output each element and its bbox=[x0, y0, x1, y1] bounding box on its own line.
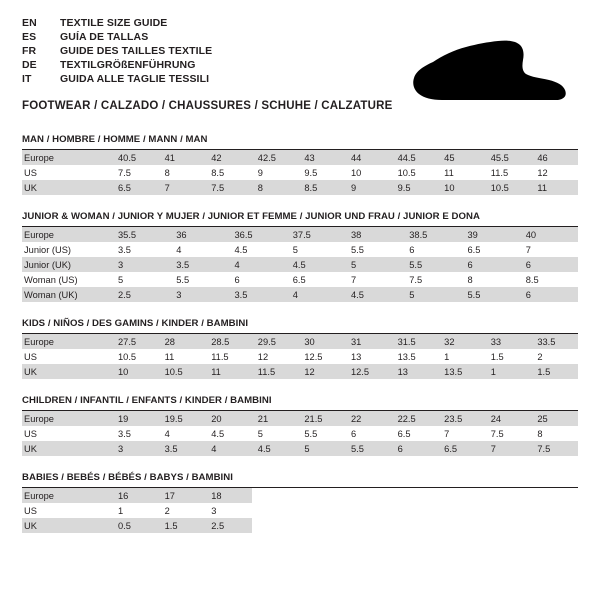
table-row bbox=[22, 180, 578, 195]
section-man bbox=[22, 134, 578, 195]
cell: 19 bbox=[112, 411, 159, 426]
cell: 17 bbox=[159, 488, 206, 503]
cell: 7.5 bbox=[531, 441, 578, 456]
cell: 3.5 bbox=[229, 287, 287, 302]
cell-empty bbox=[298, 488, 345, 503]
table-row bbox=[22, 272, 578, 287]
row-label: Europe bbox=[22, 411, 112, 426]
table-row bbox=[22, 287, 578, 302]
language-row bbox=[22, 60, 212, 74]
cell: 2.5 bbox=[205, 518, 252, 533]
cell: 12.5 bbox=[345, 364, 392, 379]
cell: 1 bbox=[118, 505, 124, 516]
cell: 1 bbox=[444, 351, 450, 362]
cell: 3 bbox=[211, 505, 217, 516]
row-label: Europe bbox=[22, 488, 112, 503]
cell-empty bbox=[485, 488, 532, 503]
cell: 10 bbox=[112, 364, 159, 379]
cell: 2.5 bbox=[112, 287, 170, 302]
cell: 8.5 bbox=[211, 167, 225, 178]
cell: 8 bbox=[537, 428, 543, 439]
cell: 6.5 bbox=[438, 441, 485, 456]
table-row bbox=[22, 334, 578, 349]
cell: 1 bbox=[485, 364, 532, 379]
cell: 20 bbox=[205, 411, 252, 426]
section-title: CHILDREN / INFANTIL / ENFANTS / KINDER / BAMBINI bbox=[22, 395, 272, 406]
cell: 11.5 bbox=[490, 167, 509, 178]
cell: 38 bbox=[345, 227, 403, 242]
cell: 4 bbox=[176, 244, 182, 255]
language-title: TEXTILGRÖßENFÜHRUNG bbox=[60, 59, 196, 72]
cell: 13 bbox=[392, 364, 439, 379]
row-label: US bbox=[24, 505, 37, 516]
section-junior-woman bbox=[22, 211, 578, 302]
cell: 10.5 bbox=[159, 364, 206, 379]
cell: 43 bbox=[298, 150, 345, 165]
language-code: DE bbox=[22, 59, 37, 72]
cell: 7 bbox=[525, 244, 531, 255]
size-table-babies bbox=[22, 488, 578, 533]
cell-empty bbox=[438, 503, 485, 518]
cell: 9 bbox=[345, 180, 392, 195]
cell-empty bbox=[345, 503, 392, 518]
cell: 28 bbox=[159, 334, 206, 349]
cell: 7 bbox=[485, 441, 532, 456]
cell: 33.5 bbox=[531, 334, 578, 349]
section-title: MAN / HOMBRE / HOMME / MANN / MAN bbox=[22, 134, 208, 145]
cell: 3.5 bbox=[159, 441, 206, 456]
cell-empty bbox=[252, 503, 299, 518]
cell: 29.5 bbox=[252, 334, 299, 349]
cell-empty bbox=[438, 518, 485, 533]
cell: 11 bbox=[164, 351, 175, 362]
language-title: TEXTILE SIZE GUIDE bbox=[60, 17, 168, 29]
table-row bbox=[22, 426, 578, 441]
cell: 16 bbox=[112, 488, 159, 503]
cell: 12.5 bbox=[304, 351, 323, 362]
cell: 5 bbox=[292, 244, 298, 255]
cell: 21 bbox=[252, 411, 299, 426]
cell: 22 bbox=[345, 411, 392, 426]
cell: 6 bbox=[392, 441, 439, 456]
cell: 42.5 bbox=[252, 150, 299, 165]
cell: 10 bbox=[350, 167, 362, 178]
cell: 4 bbox=[164, 428, 170, 439]
cell: 28.5 bbox=[205, 334, 252, 349]
size-table-kids bbox=[22, 334, 578, 379]
cell: 7 bbox=[159, 180, 206, 195]
cell: 9.5 bbox=[304, 167, 318, 178]
cell-empty bbox=[531, 518, 578, 533]
cell: 30 bbox=[298, 334, 345, 349]
dress-shoe-icon bbox=[370, 36, 570, 108]
cell: 4.5 bbox=[234, 244, 248, 255]
cell: 6.5 bbox=[467, 244, 481, 255]
table-row bbox=[22, 257, 578, 272]
cell: 4.5 bbox=[287, 257, 345, 272]
row-label: Europe bbox=[22, 150, 112, 165]
row-label: Junior (US) bbox=[24, 244, 72, 255]
cell: 25 bbox=[531, 411, 578, 426]
cell: 3 bbox=[170, 287, 228, 302]
language-row bbox=[22, 74, 212, 88]
cell: 7.5 bbox=[205, 180, 252, 195]
cell: 8 bbox=[252, 180, 299, 195]
cell: 8.5 bbox=[525, 274, 539, 285]
cell: 11.5 bbox=[252, 364, 299, 379]
table-row bbox=[22, 411, 578, 426]
cell: 6.5 bbox=[112, 180, 159, 195]
row-label: UK bbox=[22, 180, 112, 195]
row-label: Europe bbox=[22, 334, 112, 349]
cell: 5.5 bbox=[351, 244, 364, 255]
language-row bbox=[22, 18, 212, 32]
cell: 40.5 bbox=[112, 150, 159, 165]
language-code: IT bbox=[22, 73, 32, 86]
cell: 9.5 bbox=[392, 180, 439, 195]
row-label: Woman (US) bbox=[24, 274, 78, 285]
cell: 5 bbox=[403, 287, 461, 302]
cell: 41 bbox=[159, 150, 206, 165]
cell: 5 bbox=[257, 428, 263, 439]
cell: 4.5 bbox=[345, 287, 403, 302]
cell: 6 bbox=[520, 257, 578, 272]
language-title: GUIDE DES TAILLES TEXTILE bbox=[60, 45, 213, 58]
cell: 11 bbox=[444, 167, 454, 178]
cell-empty bbox=[392, 503, 439, 518]
cell: 7 bbox=[444, 428, 450, 439]
cell-empty bbox=[252, 488, 299, 503]
size-table-children bbox=[22, 411, 578, 456]
cell: 38.5 bbox=[403, 227, 461, 242]
cell: 6.5 bbox=[397, 428, 411, 439]
size-table-man bbox=[22, 150, 578, 195]
cell: 5.5 bbox=[304, 428, 318, 439]
cell: 7.5 bbox=[490, 428, 504, 439]
cell: 44.5 bbox=[392, 150, 439, 165]
cell: 4.5 bbox=[211, 428, 225, 439]
cell: 6 bbox=[350, 428, 357, 439]
cell: 5.5 bbox=[462, 287, 520, 302]
cell-empty bbox=[345, 488, 392, 503]
cell: 5.5 bbox=[176, 274, 190, 285]
cell: 6 bbox=[520, 287, 578, 302]
row-label: US bbox=[24, 428, 37, 439]
cell: 13.5 bbox=[438, 364, 485, 379]
cell: 45.5 bbox=[485, 150, 532, 165]
cell-empty bbox=[392, 518, 439, 533]
cell: 12 bbox=[537, 167, 548, 178]
cell-empty bbox=[485, 503, 532, 518]
cell: 10.5 bbox=[118, 351, 137, 362]
table-row bbox=[22, 364, 578, 379]
cell: 7.5 bbox=[409, 274, 423, 285]
cell: 5.5 bbox=[403, 257, 461, 272]
cell-empty bbox=[438, 488, 485, 503]
table-row bbox=[22, 349, 578, 364]
cell: 36 bbox=[170, 227, 228, 242]
cell: 6 bbox=[462, 257, 520, 272]
cell: 1.5 bbox=[159, 518, 206, 533]
table-row bbox=[22, 503, 578, 518]
cell: 39 bbox=[462, 227, 520, 242]
cell-empty bbox=[485, 518, 532, 533]
cell-empty bbox=[252, 518, 299, 533]
cell: 13.5 bbox=[397, 351, 416, 362]
row-label: US bbox=[24, 351, 37, 362]
cell: 6 bbox=[409, 244, 415, 255]
cell: 3.5 bbox=[118, 428, 131, 439]
cell-empty bbox=[531, 488, 578, 503]
section-babies bbox=[22, 472, 578, 533]
cell: 5 bbox=[118, 274, 124, 285]
cell: 40 bbox=[520, 227, 578, 242]
cell: 3 bbox=[112, 441, 159, 456]
cell: 36.5 bbox=[229, 227, 287, 242]
table-row bbox=[22, 165, 578, 180]
cell: 37.5 bbox=[287, 227, 345, 242]
cell: 42 bbox=[205, 150, 252, 165]
row-label: UK bbox=[22, 364, 112, 379]
cell-empty bbox=[392, 488, 439, 503]
section-title: JUNIOR & WOMAN / JUNIOR Y MUJER / JUNIOR ET FEMME / JUNIOR UND FRAU / JUNIOR E DONA bbox=[22, 211, 480, 222]
cell-empty bbox=[531, 503, 578, 518]
cell: 4 bbox=[205, 441, 252, 456]
row-label: Junior (UK) bbox=[22, 257, 112, 272]
cell: 27.5 bbox=[112, 334, 159, 349]
row-label: Woman (UK) bbox=[22, 287, 112, 302]
cell: 31 bbox=[345, 334, 392, 349]
cell: 35.5 bbox=[112, 227, 170, 242]
cell: 10.5 bbox=[485, 180, 532, 195]
row-label: Europe bbox=[22, 227, 112, 242]
language-row bbox=[22, 32, 212, 46]
cell: 12 bbox=[298, 364, 345, 379]
language-list bbox=[22, 18, 212, 88]
cell: 8.5 bbox=[298, 180, 345, 195]
cell: 22.5 bbox=[392, 411, 439, 426]
language-code: FR bbox=[22, 45, 37, 58]
row-label: US bbox=[24, 167, 37, 178]
cell: 11 bbox=[531, 180, 578, 195]
cell: 8 bbox=[164, 167, 170, 178]
cell: 5 bbox=[298, 441, 345, 456]
cell: 6.5 bbox=[292, 274, 306, 285]
row-label: UK bbox=[22, 441, 112, 456]
cell: 19.5 bbox=[159, 411, 206, 426]
table-row bbox=[22, 150, 578, 165]
cell-empty bbox=[298, 503, 345, 518]
cell: 21.5 bbox=[298, 411, 345, 426]
cell: 2 bbox=[537, 351, 543, 362]
cell: 0.5 bbox=[112, 518, 159, 533]
language-code: EN bbox=[22, 17, 37, 29]
cell: 4.5 bbox=[252, 441, 299, 456]
table-row bbox=[22, 441, 578, 456]
table-row bbox=[22, 518, 578, 533]
cell: 9 bbox=[257, 167, 263, 178]
cell-empty bbox=[298, 518, 345, 533]
cell: 13 bbox=[350, 351, 362, 362]
cell: 1.5 bbox=[490, 351, 504, 362]
cell: 33 bbox=[485, 334, 532, 349]
language-code: ES bbox=[22, 31, 37, 44]
row-label: UK bbox=[22, 518, 112, 533]
cell: 4 bbox=[287, 287, 345, 302]
cell: 3.5 bbox=[118, 244, 131, 255]
cell: 7 bbox=[351, 274, 357, 285]
section-title: KIDS / NIÑOS / DES GAMINS / KINDER / BAMBINI bbox=[22, 318, 249, 329]
cell: 32 bbox=[438, 334, 485, 349]
cell: 8 bbox=[467, 274, 473, 285]
cell: 5 bbox=[345, 257, 403, 272]
cell: 4 bbox=[229, 257, 287, 272]
table-row bbox=[22, 488, 578, 503]
cell: 44 bbox=[345, 150, 392, 165]
cell: 11 bbox=[205, 364, 252, 379]
cell: 31.5 bbox=[392, 334, 439, 349]
cell: 11.5 bbox=[211, 351, 229, 362]
cell: 46 bbox=[531, 150, 578, 165]
section-title: BABIES / BEBÉS / BÉBÉS / BABYS / BAMBINI bbox=[22, 472, 233, 483]
section-children bbox=[22, 395, 578, 456]
cell: 45 bbox=[438, 150, 485, 165]
language-title: GUIDA ALLE TAGLIE TESSILI bbox=[60, 73, 210, 86]
cell: 6 bbox=[234, 274, 240, 285]
cell: 24 bbox=[485, 411, 532, 426]
cell: 10.5 bbox=[397, 167, 416, 178]
cell-empty bbox=[345, 518, 392, 533]
cell: 5.5 bbox=[345, 441, 392, 456]
section-kids bbox=[22, 318, 578, 379]
cell: 1.5 bbox=[531, 364, 578, 379]
table-row bbox=[22, 227, 578, 242]
category-title: FOOTWEAR / CALZADO / CHAUSSURES / SCHUHE / CALZATURE bbox=[22, 100, 393, 113]
cell: 3.5 bbox=[170, 257, 228, 272]
cell: 18 bbox=[205, 488, 252, 503]
cell: 3 bbox=[112, 257, 170, 272]
size-table-junior-woman bbox=[22, 227, 578, 302]
cell: 23.5 bbox=[438, 411, 485, 426]
cell: 2 bbox=[164, 505, 170, 516]
language-title: GUÍA DE TALLAS bbox=[60, 31, 149, 44]
cell: 10 bbox=[438, 180, 485, 195]
table-row bbox=[22, 242, 578, 257]
cell: 12 bbox=[257, 351, 269, 362]
cell: 7.5 bbox=[118, 167, 131, 178]
header bbox=[22, 18, 578, 118]
